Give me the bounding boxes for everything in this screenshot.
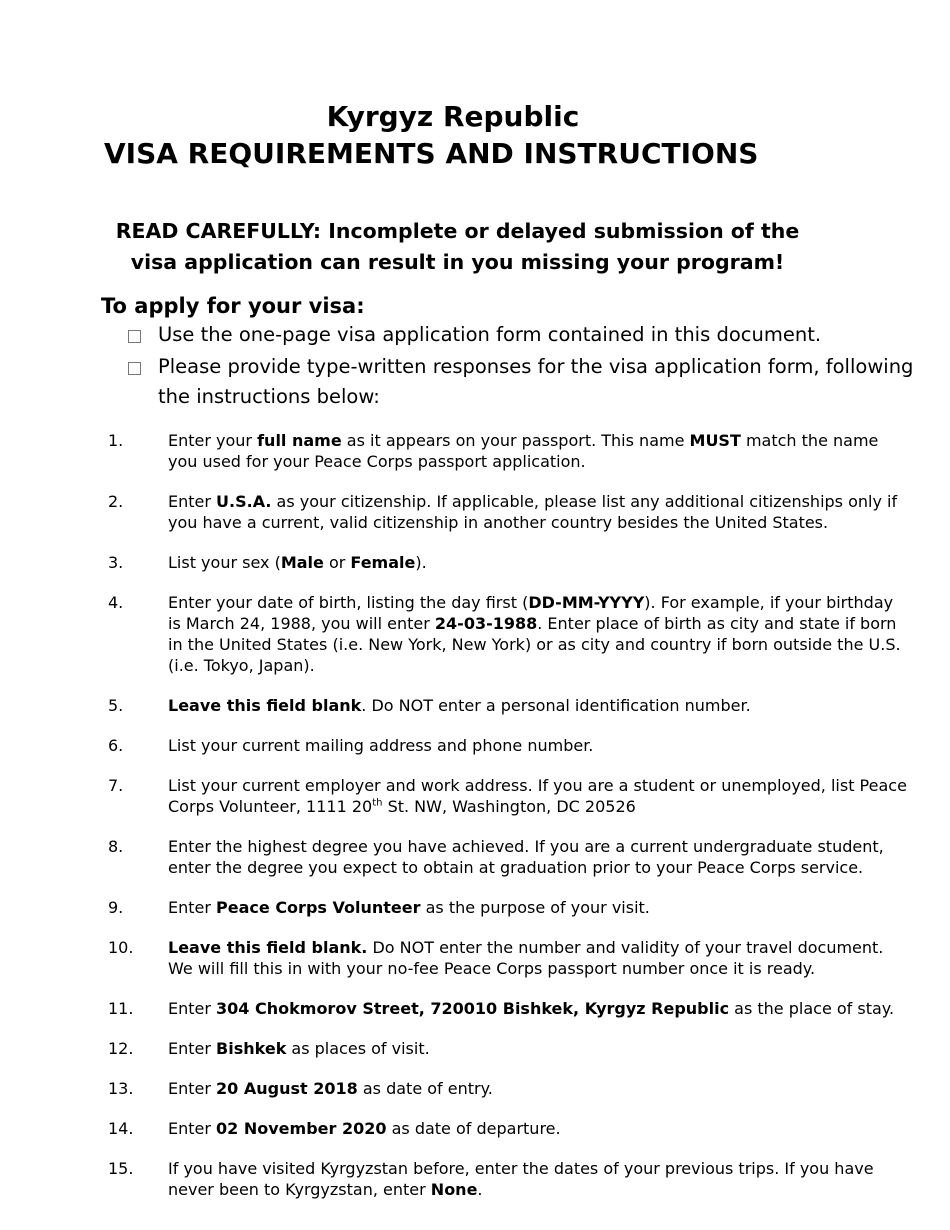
instruction-run: or <box>323 553 351 572</box>
instruction-emphasis: Bishkek <box>216 1039 287 1058</box>
instruction-text <box>168 998 908 1019</box>
instruction-run: as the purpose of your visit. <box>420 898 650 917</box>
instruction-text <box>168 491 908 533</box>
instruction-emphasis: Male <box>280 553 324 572</box>
instruction-number: 10. <box>108 938 134 957</box>
instruction-emphasis: U.S.A. <box>216 492 272 511</box>
instruction-text <box>168 695 908 716</box>
instruction-run: Enter <box>168 1039 217 1058</box>
instruction-text <box>168 1158 908 1200</box>
instruction-run: . Do NOT enter a personal identification number. <box>361 696 751 715</box>
instruction-number: 7. <box>108 776 124 795</box>
instruction-emphasis: Peace Corps Volunteer <box>216 898 421 917</box>
instruction-emphasis: DD-MM-YYYY <box>528 593 645 612</box>
instruction-run: Enter <box>168 492 217 511</box>
instruction-item-8 <box>108 836 908 878</box>
instruction-item-13 <box>108 1078 908 1099</box>
instruction-run: th <box>372 797 383 809</box>
apply-bullet-item <box>126 352 916 412</box>
instruction-run: Enter <box>168 1079 217 1098</box>
instruction-number: 13. <box>108 1079 134 1098</box>
instruction-emphasis: MUST <box>689 431 741 450</box>
instruction-run: as the place of stay. <box>729 999 895 1018</box>
instruction-emphasis: 20 August 2018 <box>216 1079 358 1098</box>
instruction-number: 3. <box>108 553 124 572</box>
checkbox-bullet-icon <box>128 362 141 375</box>
instruction-run: List your current employer and work address. If you are a student or unemployed, list Peace Corps Volunteer, 1111 20 <box>168 776 907 816</box>
warning-notice: READ CAREFULLY: Incomplete or delayed submission of the visa application can result in you missing your program! <box>115 219 800 274</box>
instruction-emphasis: 24-03-1988 <box>434 614 538 633</box>
instruction-number: 12. <box>108 1039 134 1058</box>
instruction-text <box>168 430 908 472</box>
instruction-run: Enter <box>168 898 217 917</box>
page-title: Kyrgyz Republic <box>326 100 580 133</box>
apply-heading: To apply for your visa: <box>101 294 365 318</box>
instruction-run: St. NW, Washington, DC 20526 <box>382 797 636 816</box>
instruction-run: List your sex ( <box>168 553 281 572</box>
instruction-emphasis: full name <box>257 431 342 450</box>
instruction-number: 4. <box>108 593 124 612</box>
instruction-number: 11. <box>108 999 134 1018</box>
instruction-emphasis: None <box>430 1180 478 1199</box>
instruction-emphasis: Leave this field blank <box>168 696 362 715</box>
instruction-run: Enter <box>168 999 217 1018</box>
instruction-run: Enter your <box>168 431 258 450</box>
instruction-text <box>168 836 908 878</box>
instruction-text <box>168 775 908 817</box>
apply-bullet-item <box>126 320 916 350</box>
instruction-text <box>168 897 908 918</box>
instruction-run: as your citizenship. If applicable, please list any additional citizenships only if you have a current, valid citizenship in another country besides the United States. <box>168 492 898 532</box>
instruction-number: 6. <box>108 736 124 755</box>
instruction-item-6 <box>108 735 908 756</box>
instruction-number: 1. <box>108 431 124 450</box>
instruction-item-2 <box>108 491 908 533</box>
instruction-emphasis: Female <box>350 553 416 572</box>
instruction-text <box>168 592 908 676</box>
instruction-emphasis: 304 Chokmorov Street, 720010 Bishkek, Kyrgyz Republic <box>216 999 730 1018</box>
instruction-number: 15. <box>108 1159 134 1178</box>
instruction-run: Enter the highest degree you have achieved. If you are a current undergraduate student, enter the degree you expect to obtain at graduation prior to your Peace Corps service. <box>168 837 884 877</box>
instruction-item-1 <box>108 430 908 472</box>
apply-bullet-text: Use the one-page visa application form contained in this document. <box>158 323 822 346</box>
instruction-item-15 <box>108 1158 908 1200</box>
instruction-text <box>168 1078 908 1099</box>
instruction-number: 8. <box>108 837 124 856</box>
instruction-run: . <box>477 1180 483 1199</box>
instruction-run: Do NOT enter the number and validity of your travel document. We will fill this in with your no-fee Peace Corps passport number once it is ready. <box>168 938 884 978</box>
instruction-text <box>168 1118 908 1139</box>
instruction-run: as date of entry. <box>357 1079 493 1098</box>
instruction-number: 9. <box>108 898 124 917</box>
instruction-run: as it appears on your passport. This name <box>341 431 690 450</box>
instruction-run: ). For example, if your birthday is March 24, 1988, you will enter <box>168 593 894 633</box>
instruction-item-10 <box>108 937 908 979</box>
instruction-list <box>108 430 908 1200</box>
instruction-item-11 <box>108 998 908 1019</box>
instruction-text <box>168 1038 908 1059</box>
instruction-item-4 <box>108 592 908 676</box>
instruction-item-7 <box>108 775 908 817</box>
instruction-run: as date of departure. <box>386 1119 561 1138</box>
instruction-number: 2. <box>108 492 124 511</box>
instruction-text <box>168 937 908 979</box>
page-subtitle: VISA REQUIREMENTS AND INSTRUCTIONS <box>104 137 759 170</box>
instruction-run: If you have visited Kyrgyzstan before, enter the dates of your previous trips. If you have never been to Kyrgyzstan, enter <box>168 1159 874 1199</box>
instruction-item-12 <box>108 1038 908 1059</box>
checkbox-bullet-icon <box>128 330 141 343</box>
apply-bullet-text: Please provide type-written responses for the visa application form, following the instructions below: <box>158 355 914 408</box>
instruction-run: Enter <box>168 1119 217 1138</box>
instruction-number: 5. <box>108 696 124 715</box>
instruction-emphasis: Leave this field blank. <box>168 938 368 957</box>
instruction-number: 14. <box>108 1119 134 1138</box>
instruction-text <box>168 552 908 573</box>
instruction-run: ). <box>415 553 427 572</box>
instruction-run: Enter your date of birth, listing the day first ( <box>168 593 529 612</box>
instruction-text <box>168 735 908 756</box>
instruction-run: List your current mailing address and phone number. <box>168 736 594 755</box>
instruction-item-5 <box>108 695 908 716</box>
instruction-run: as places of visit. <box>286 1039 430 1058</box>
instruction-run: match the name you used for your Peace Corps passport application. <box>168 431 879 471</box>
instruction-emphasis: 02 November 2020 <box>216 1119 387 1138</box>
instruction-item-14 <box>108 1118 908 1139</box>
instruction-item-9 <box>108 897 908 918</box>
instruction-item-3 <box>108 552 908 573</box>
apply-bullet-list <box>126 320 916 414</box>
instruction-run: . Enter place of birth as city and state if born in the United States (i.e. New York, New York) or as city and country if born outside the U.S. (i.e. Tokyo, Japan). <box>168 614 901 675</box>
